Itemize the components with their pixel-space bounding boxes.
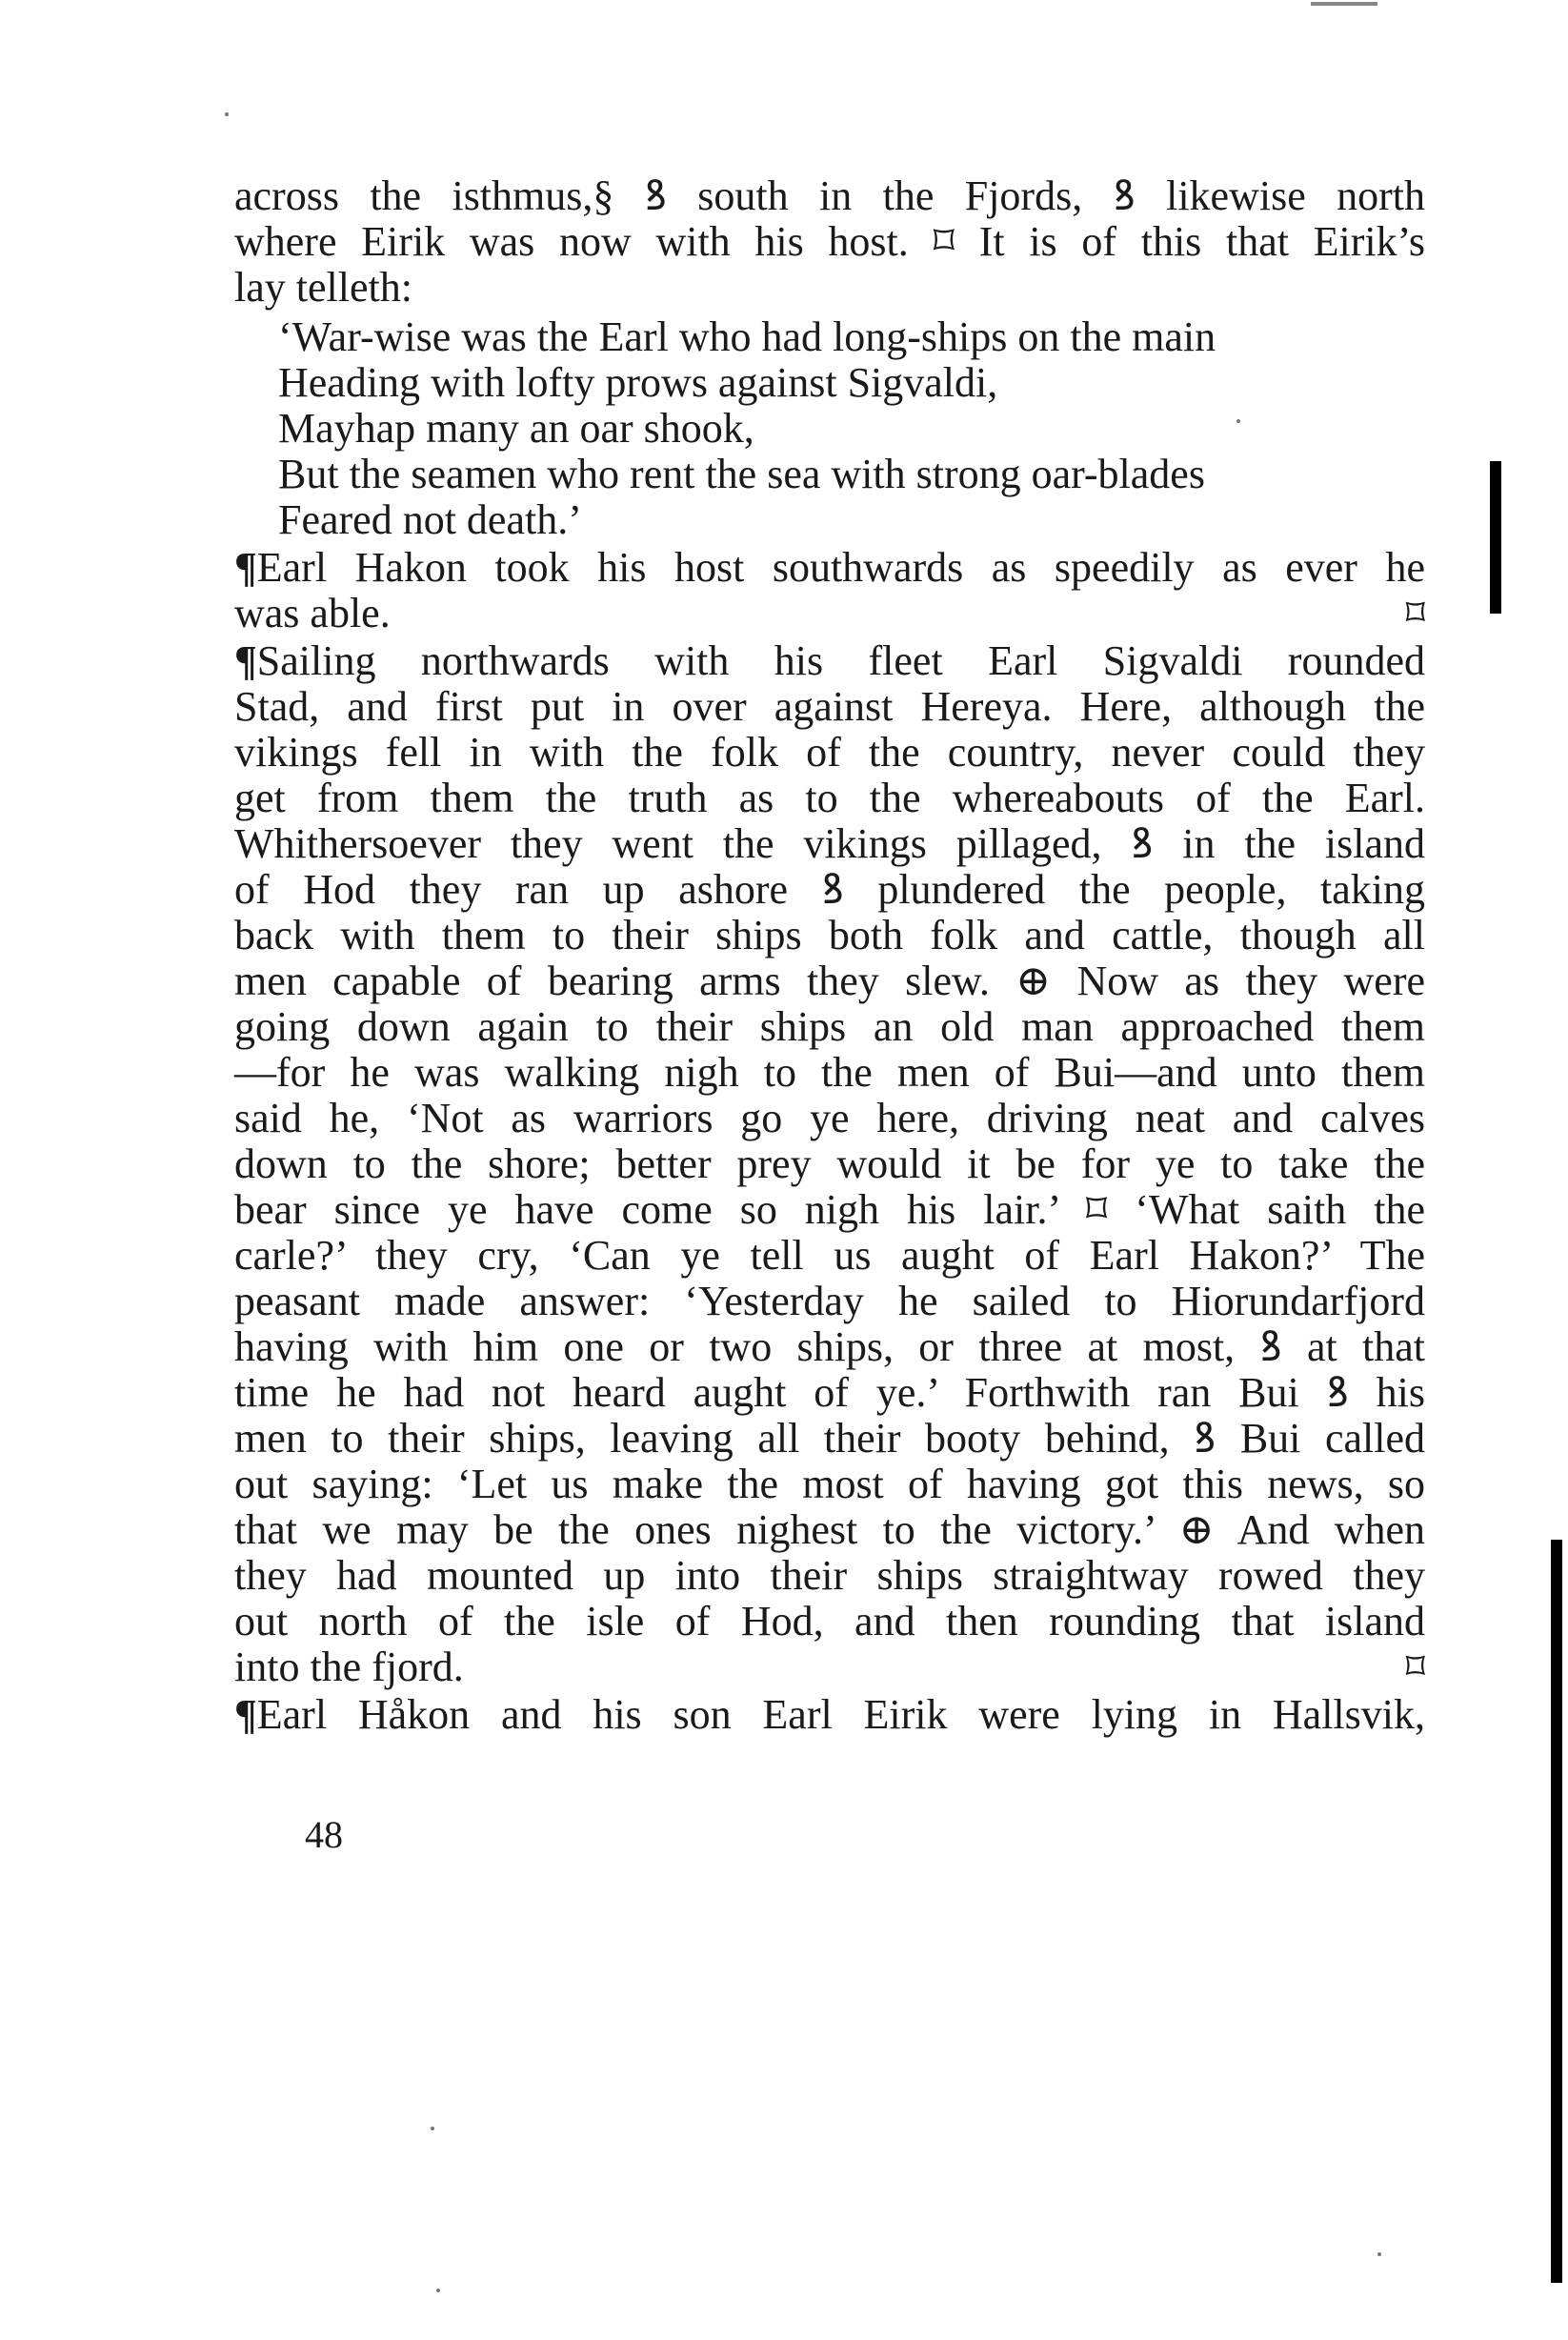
text-line-14: get from them the truth as to the whereabouts of the Earl.	[234, 775, 1425, 821]
paragraph-mark: ¶	[234, 1691, 257, 1738]
page-number: 48	[305, 1813, 343, 1856]
verse-line-2: Heading with lofty prows against Sigvaldi,	[278, 359, 998, 406]
paper-speck	[1236, 419, 1240, 423]
text-line-2: where Eirik was now with his host. ⌑ It is of this that Eirik’s	[234, 218, 1425, 265]
text-line-12: Stad, and first put in over against Hereya. Here, although the	[234, 683, 1425, 730]
text-line-29: out saying: ‘Let us make the most of having got this news, so	[234, 1461, 1425, 1507]
text-line-10: was able. ⌑	[234, 590, 1425, 636]
paper-speck	[431, 2127, 434, 2130]
text-line-24: carle?’ they cry, ‘Can ye tell us aught of Earl Hakon?’ The	[234, 1232, 1425, 1279]
text-line-18: men capable of bearing arms they slew. ⊕ Now as they were	[234, 958, 1425, 1004]
text-line-21: said he, ‘Not as warriors go ye here, driving neat and calves	[234, 1095, 1425, 1141]
verse-line-4: But the seamen who rent the sea with strong oar-blades	[278, 451, 1205, 497]
text-line-16: of Hod they ran up ashore ꝸ plundered the people, taking	[234, 866, 1425, 913]
text-line-23: bear since ye have come so nigh his lair.’ ⌑ ‘What saith the	[234, 1186, 1425, 1233]
text-line-3: lay telleth:	[234, 264, 412, 311]
text-line-11: ¶Sailing northwards with his fleet Earl Sigvaldi rounded	[234, 637, 1425, 684]
text-line-20: —for he was walking nigh to the men of Bui—and unto them	[234, 1049, 1425, 1096]
text-line-1: across the isthmus,§ ꝸ south in the Fjords, ꝸ likewise north	[234, 172, 1425, 219]
text-line-30: that we may be the ones nighest to the victory.’ ⊕ And when	[234, 1506, 1425, 1553]
paper-speck	[436, 2289, 440, 2292]
verse-line-1: ‘War-wise was the Earl who had long-ships on the main	[278, 313, 1216, 360]
text-line-27: time he had not heard aught of ye.’ Forthwith ran Bui ꝸ his	[234, 1369, 1425, 1416]
paper-speck	[1377, 2252, 1381, 2256]
text-line-33: into the fjord. ⌑	[234, 1644, 1425, 1690]
text-line-26: having with him one or two ships, or three at most, ꝸ at that	[234, 1323, 1425, 1370]
text-line-31: they had mounted up into their ships straightway rowed they	[234, 1552, 1425, 1599]
paragraph-mark: ¶	[234, 637, 257, 684]
margin-bar-upper	[1490, 461, 1501, 614]
text-line-9: ¶Earl Hakon took his host southwards as speedily as ever he	[234, 544, 1425, 591]
text-line-19: going down again to their ships an old man approached them	[234, 1003, 1425, 1050]
verse-line-5: Feared not death.’	[278, 496, 582, 543]
paragraph-mark: ¶	[234, 544, 257, 591]
section-end-mark: ⌑	[1405, 1645, 1425, 1688]
top-edge-mark	[1311, 2, 1377, 6]
margin-bar-lower	[1551, 1540, 1562, 2283]
section-end-mark: ⌑	[1405, 592, 1425, 635]
verse-line-3: Mayhap many an oar shook,	[278, 405, 754, 452]
text-line-15: Whithersoever they went the vikings pillaged, ꝸ in the island	[234, 820, 1425, 867]
text-line-22: down to the shore; better prey would it be for ye to take the	[234, 1140, 1425, 1187]
text-line-32: out north of the isle of Hod, and then rounding that island	[234, 1598, 1425, 1644]
text-line-34: ¶Earl Håkon and his son Earl Eirik were lying in Hallsvik,	[234, 1691, 1425, 1738]
paper-speck	[225, 112, 229, 116]
text-line-25: peasant made answer: ‘Yesterday he sailed to Hiorundarfjord	[234, 1278, 1425, 1324]
text-line-28: men to their ships, leaving all their booty behind, ꝸ Bui called	[234, 1415, 1425, 1462]
text-line-13: vikings fell in with the folk of the country, never could they	[234, 729, 1425, 776]
text-line-17: back with them to their ships both folk and cattle, though all	[234, 912, 1425, 958]
